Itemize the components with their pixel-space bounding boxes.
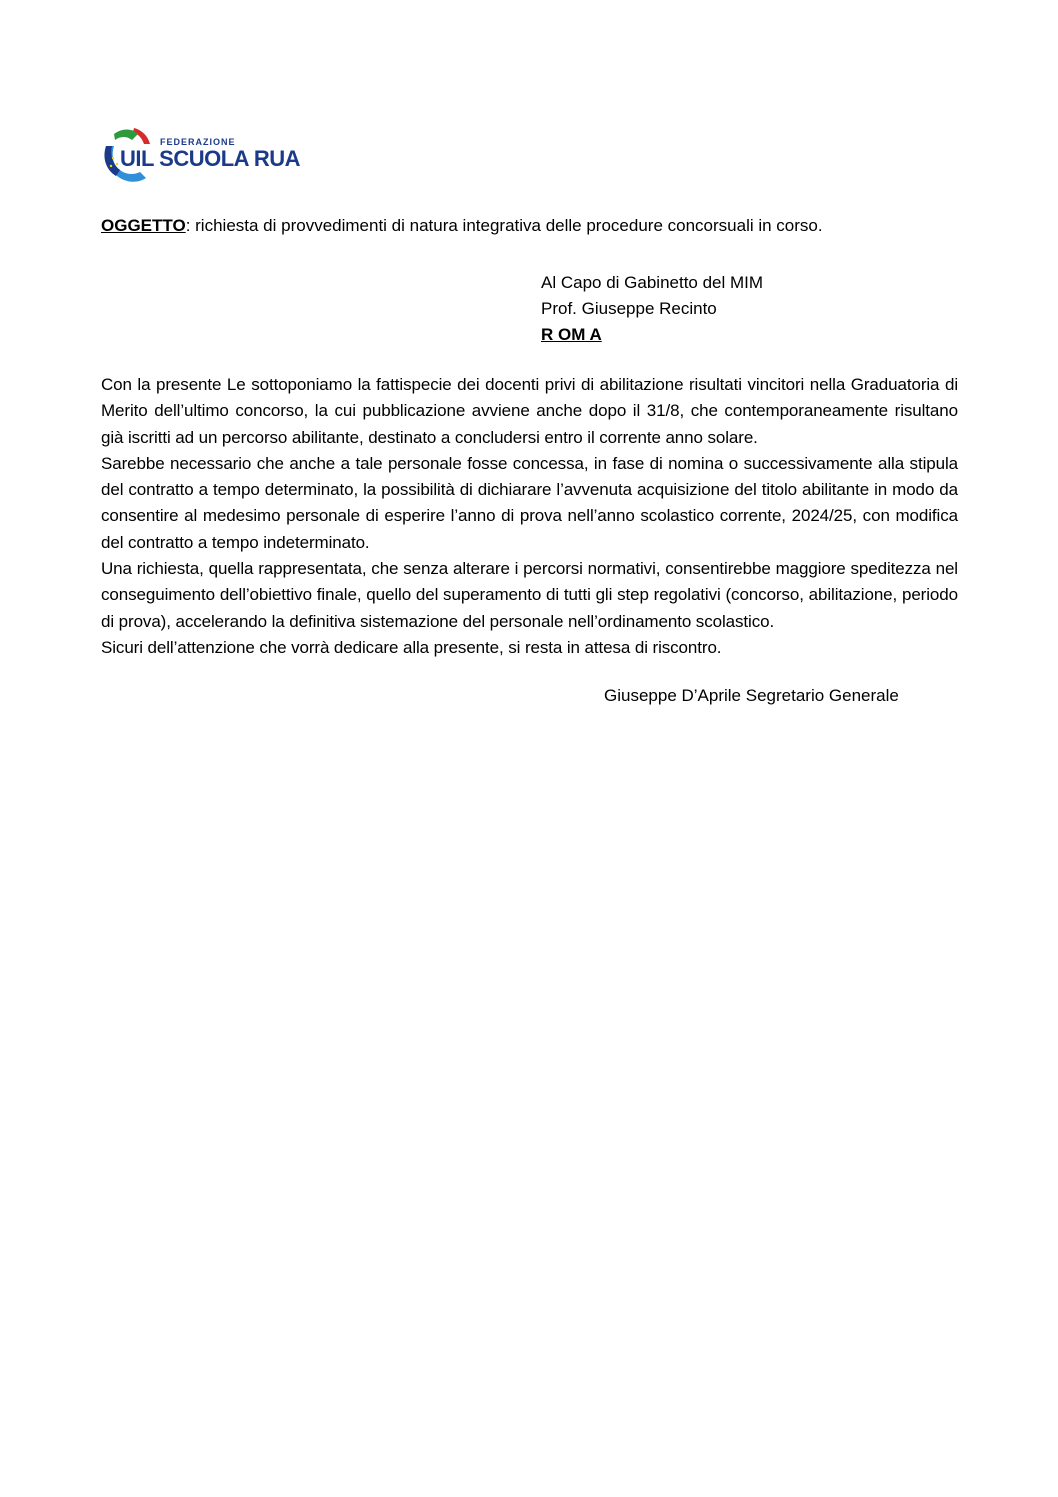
subject-label: OGGETTO (101, 216, 186, 235)
recipient-line-1: Al Capo di Gabinetto del MIM (541, 273, 764, 292)
logo-brand-text: UIL SCUOLA RUA (120, 146, 300, 171)
body-paragraph-3: Una richiesta, quella rappresentata, che senza alterare i percorsi normativi, consentirebbe maggiore speditezza nel conseguimento dell’obiettivo finale, quello del superamento di tutti gli step regolativi (concorso, abilitazione, periodo di prova), accelerando la definitiva sistemazione del personale nell’ordinamento scolastico. (101, 559, 958, 631)
recipient-line-2: Prof. Giuseppe Recinto (541, 299, 717, 318)
subject-text: : richiesta di provvedimenti di natura integrativa delle procedure concorsuali in corso. (185, 216, 823, 235)
signature: Giuseppe D’Aprile Segretario Generale (604, 686, 899, 705)
subject-line (101, 216, 823, 236)
body-paragraph-4: Sicuri dell’attenzione che vorrà dedicare alla presente, si resta in attesa di riscontro. (101, 637, 722, 657)
recipient-block (541, 270, 763, 348)
recipient-city: R OM A (541, 325, 602, 344)
logo-federazione-text: FEDERAZIONE (160, 137, 236, 147)
uil-scuola-rua-logo (100, 124, 300, 186)
body-paragraph-1: Con la presente Le sottoponiamo la fattispecie dei docenti privi di abilitazione risultati vincitori nella Graduatoria di Merito dell’ultimo concorso, la cui pubblicazione avviene anche dopo il 31/8, che contemporaneamente risultano già iscritti ad un percorso abilitante, destinato a concludersi entro il corrente anno solare. (101, 375, 958, 447)
body-paragraph-2: Sarebbe necessario che anche a tale personale fosse concessa, in fase di nomina o successivamente alla stipula del contratto a tempo determinato, la possibilità di dichiarare l’avvenuta acquisizione del titolo abilitante in modo da consentire al medesimo personale di esperire l’anno di prova nell’anno scolastico corrente, 2024/25, con modifica del contratto a tempo indeterminato. (101, 453, 958, 552)
letter-body (101, 372, 958, 661)
